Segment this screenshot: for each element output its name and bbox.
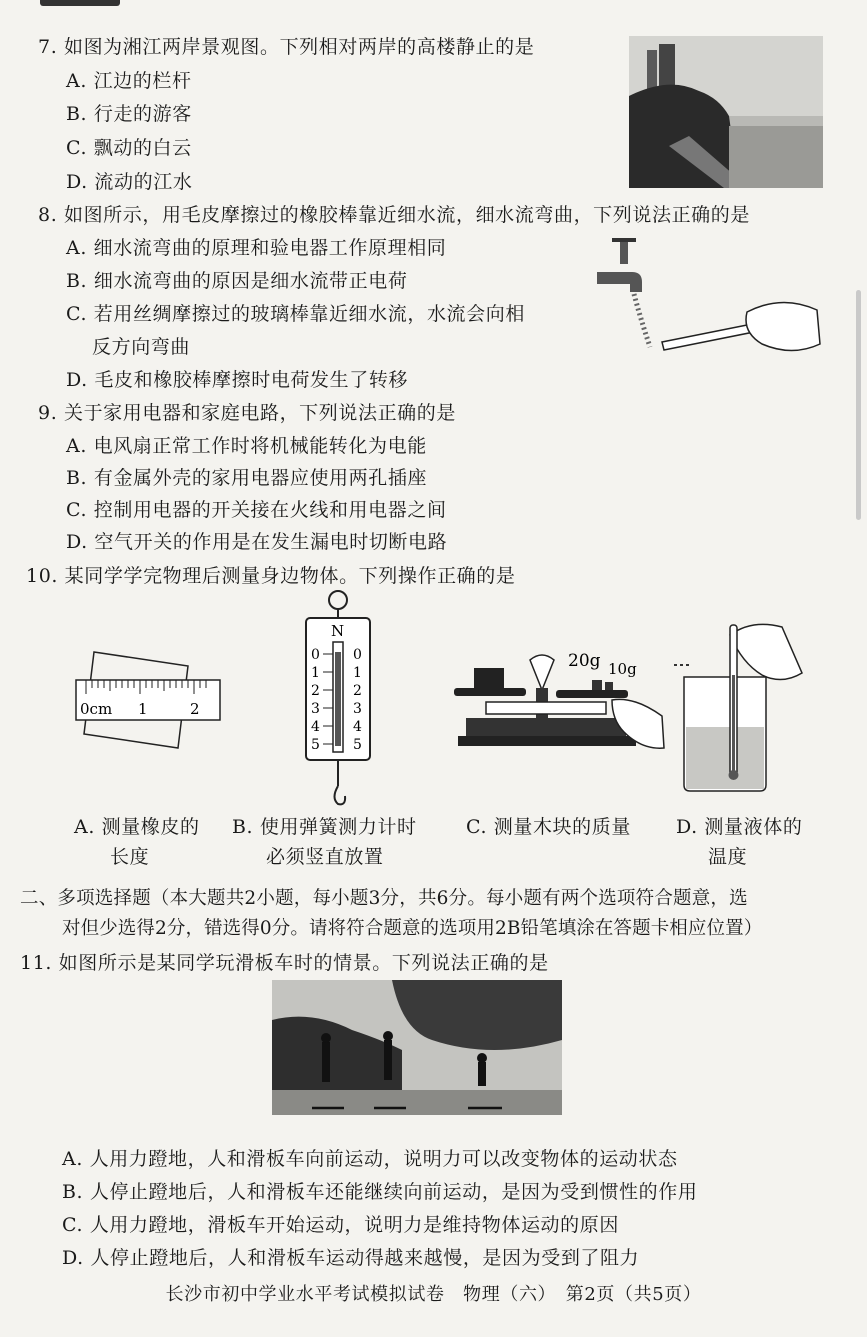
q8-option-d: D. 毛皮和橡胶棒摩擦时电荷发生了转移 [66, 369, 409, 391]
scale-tick-left-5: 5 [311, 737, 320, 753]
q9-stem: 9. 关于家用电器和家庭电路，下列说法正确的是 [38, 402, 456, 424]
q11-scooter-photo [272, 980, 562, 1115]
q11-option-d: D. 人停止蹬地后，人和滑板车运动得越来越慢，是因为受到了阻力 [62, 1247, 640, 1269]
ruler-label-0: 0cm [80, 700, 113, 718]
q8-option-c: C. 若用丝绸摩擦过的玻璃棒靠近细水流，水流会向相 [66, 303, 525, 325]
q10-caption-d: D. 测量液体的 温度 [676, 816, 803, 868]
q10-ruler-figure [74, 648, 224, 752]
weight-label-10g: 10g [608, 660, 637, 678]
q9-option-a: A. 电风扇正常工作时将机械能转化为电能 [66, 435, 427, 457]
top-edge-bar [40, 0, 120, 6]
q9-option-c: C. 控制用电器的开关接在火线和用电器之间 [66, 499, 447, 521]
q10-spring-scale-figure [303, 590, 373, 812]
q7-option-b: B. 行走的游客 [66, 103, 192, 125]
scrollbar[interactable] [856, 290, 861, 520]
ruler-label-1: 1 [138, 700, 148, 718]
q10-caption-b: B. 使用弹簧测力计时 必须竖直放置 [232, 816, 417, 868]
q11-option-a: A. 人用力蹬地，人和滑板车向前运动，说明力可以改变物体的运动状态 [62, 1148, 678, 1170]
section2-heading-line2: 对但少选得2分，错选得0分。请将符合题意的选项用2B铅笔填涂在答题卡相应位置） [62, 918, 763, 939]
q8-faucet-rod-figure [592, 232, 822, 357]
scale-tick-right-4: 4 [353, 719, 362, 735]
scale-tick-right-2: 2 [353, 683, 362, 699]
scale-tick-left-1: 1 [311, 665, 320, 681]
q9-option-d: D. 空气开关的作用是在发生漏电时切断电路 [66, 531, 448, 553]
scale-tick-left-4: 4 [311, 719, 320, 735]
scale-tick-right-0: 0 [353, 647, 362, 663]
scale-tick-left-3: 3 [311, 701, 320, 717]
q11-option-b: B. 人停止蹬地后，人和滑板车还能继续向前运动，是因为受到惯性的作用 [62, 1181, 698, 1203]
q7-option-c: C. 飘动的白云 [66, 137, 192, 159]
ruler-label-2: 2 [190, 700, 200, 718]
q8-option-b: B. 细水流弯曲的原因是细水流带正电荷 [66, 270, 408, 292]
scale-tick-left-0: 0 [311, 647, 320, 663]
q10-balance-figure [452, 640, 667, 755]
q10-stem: 10. 某同学学完物理后测量身边物体。下列操作正确的是 [26, 565, 516, 587]
scale-tick-right-1: 1 [353, 665, 362, 681]
weight-label-20g: 20g [568, 651, 601, 671]
q7-stem: 7. 如图为湘江两岸景观图。下列相对两岸的高楼静止的是 [38, 36, 535, 58]
scale-tick-left-2: 2 [311, 683, 320, 699]
q9-option-b: B. 有金属外壳的家用电器应使用两孔插座 [66, 467, 428, 489]
q7-riverbank-photo [629, 36, 823, 188]
scale-unit-n: N [331, 622, 345, 640]
q7-option-d: D. 流动的江水 [66, 171, 193, 193]
scale-tick-right-5: 5 [353, 737, 362, 753]
q7-option-a: A. 江边的栏杆 [66, 70, 192, 92]
section2-heading-line1: 二、多项选择题（本大题共2小题，每小题3分，共6分。每小题有两个选项符合题意，选 [20, 888, 748, 909]
scale-tick-right-3: 3 [353, 701, 362, 717]
q8-option-c-cont: 反方向弯曲 [92, 336, 191, 358]
q10-caption-c: C. 测量木块的质量 [466, 816, 631, 838]
q8-option-a: A. 细水流弯曲的原理和验电器工作原理相同 [66, 237, 447, 259]
q8-stem: 8. 如图所示，用毛皮摩擦过的橡胶棒靠近细水流，细水流弯曲，下列说法正确的是 [38, 204, 750, 226]
q10-caption-a: A. 测量橡皮的 长度 [74, 816, 200, 868]
q11-stem: 11. 如图所示是某同学玩滑板车时的情景。下列说法正确的是 [20, 952, 549, 974]
q11-option-c: C. 人用力蹬地，滑板车开始运动，说明力是维持物体运动的原因 [62, 1214, 619, 1236]
page-footer: 长沙市初中学业水平考试模拟试卷 物理（六） 第2页（共5页） [165, 1284, 702, 1305]
q10-thermometer-beaker-figure [672, 615, 807, 795]
